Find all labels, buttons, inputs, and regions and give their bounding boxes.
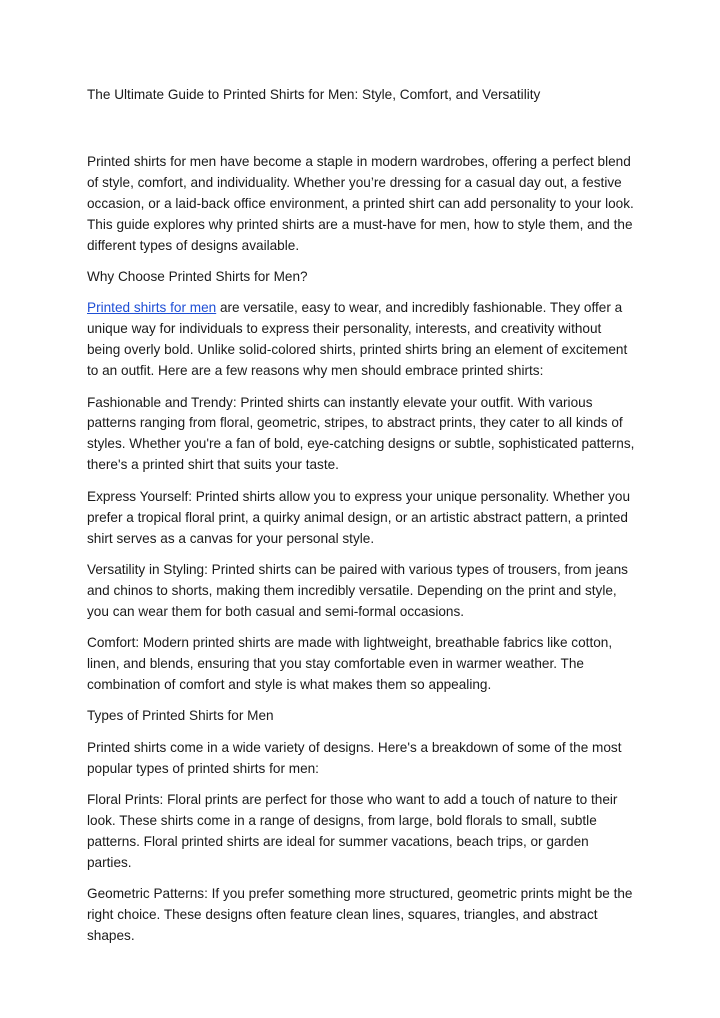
intro-paragraph: Printed shirts for men have become a staple in modern wardrobes, offering a perfect blend of style, comfort, and individuality. Whether you’re dressing for a casual day out, a festive occasion, or a laid-back office environment, a printed shirt can add personality to your look. This guide explores why printed shirts are a must-have for men, how to style them, and the different types of designs available. [87,154,634,253]
why-choose-text: are versatile, easy to wear, and incredibly fashionable. They offer a unique way for individuals to express their personality, interests, and creativity without being overly bold. Unlike solid-colored shirts, printed shirts bring an element of excitement to an outfit. Here are a few reasons why men should embrace printed shirts: [87,300,628,379]
types-intro-paragraph: Printed shirts come in a wide variety of designs. Here's a breakdown of some of the most popular types of printed shirts for men: [87,739,622,776]
document-title: The Ultimate Guide to Printed Shirts for Men: Style, Comfort, and Versatility [87,87,541,102]
section-heading-why-choose: Why Choose Printed Shirts for Men? [87,269,308,285]
printed-shirts-link[interactable]: Printed shirts for men [87,300,217,316]
section-heading-types: Types of Printed Shirts for Men [87,708,274,724]
reason-comfort-paragraph: Comfort: Modern printed shirts are made with lightweight, breathable fabrics like cotton, linen, and blends, ensuring that you stay comfortable even in warmer weather. The combination of comfort and style is what makes them so appealing. [87,635,613,692]
type-floral-paragraph: Floral Prints: Floral prints are perfect for those who want to add a touch of nature to their look. These shirts come in a range of designs, from large, bold florals to small, subtle patterns. Floral printed shirts are ideal for summer vacations, beach trips, or garden parties. [87,792,618,870]
type-geometric-paragraph: Geometric Patterns: If you prefer something more structured, geometric prints might be the right choice. These designs often feature clean lines, squares, triangles, and abstract shapes. [87,886,633,943]
reason-fashionable-paragraph: Fashionable and Trendy: Printed shirts can instantly elevate your outfit. With various patterns ranging from floral, geometric, stripes, to abstract prints, they cater to all kinds of styles. Whether you're a fan of bold, eye-catching designs or subtle, sophisticated patterns, there's a printed shirt that suits your taste. [87,394,635,473]
reason-express-paragraph: Express Yourself: Printed shirts allow you to express your unique personality. Whether you prefer a tropical floral print, a quirky animal design, or an artistic abstract pattern, a printed shirt serves as a canvas for your personal style. [87,488,631,546]
why-choose-paragraph [87,298,635,382]
document-page [87,84,635,957]
reason-versatility-paragraph: Versatility in Styling: Printed shirts can be paired with various types of trousers, from jeans and chinos to shorts, making them incredibly versatile. Depending on the print and style, you can wear them for both casual and semi-formal occasions. [87,561,628,619]
